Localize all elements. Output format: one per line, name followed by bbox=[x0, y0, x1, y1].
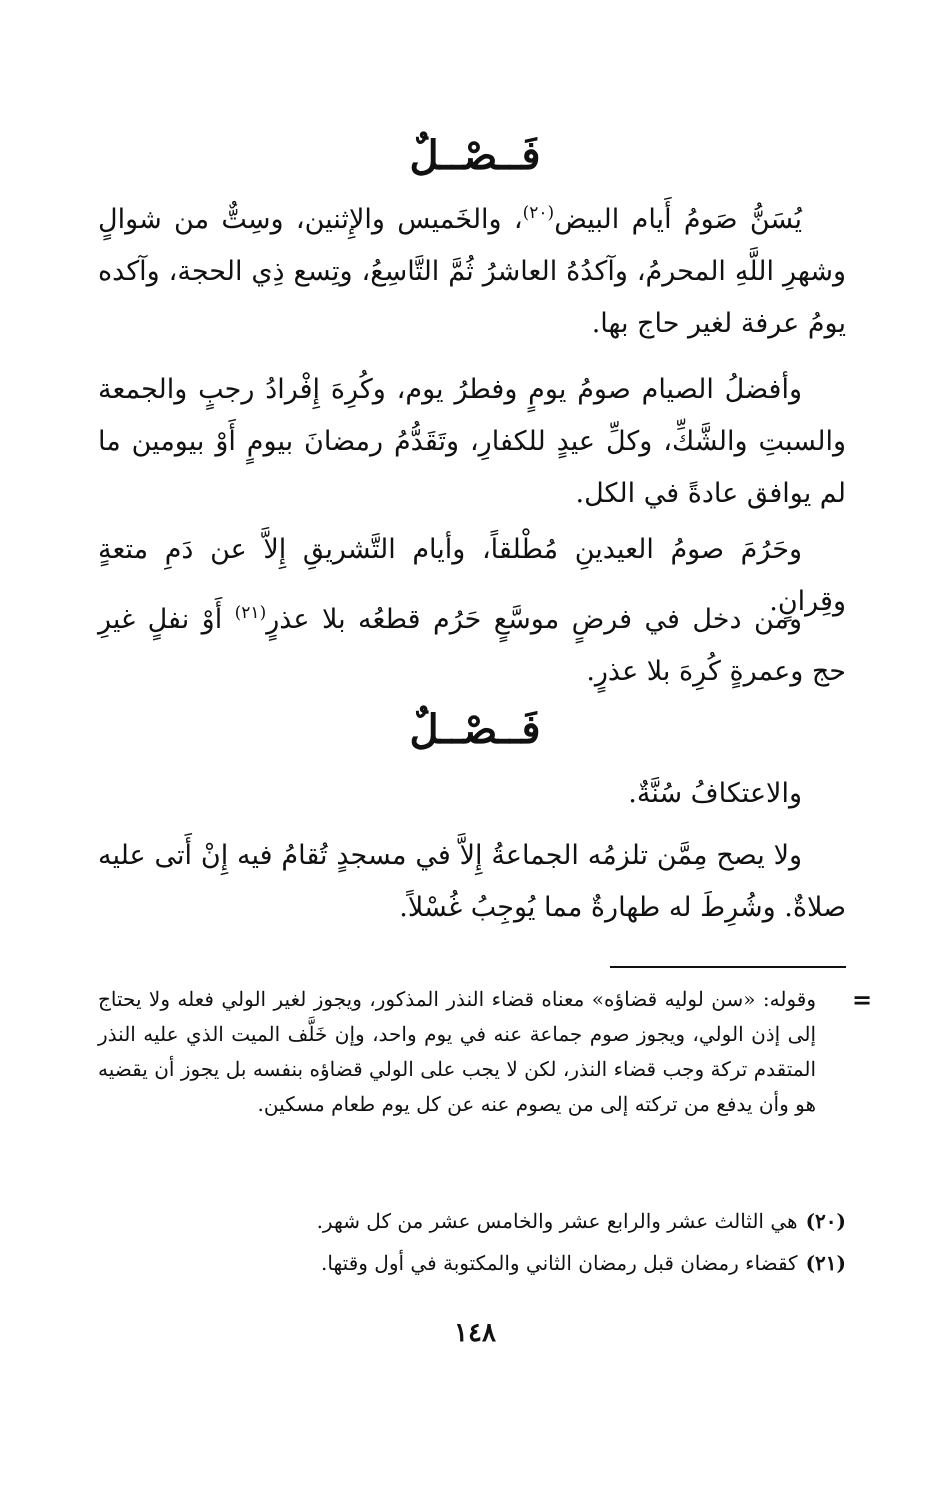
footnote-text: كقضاء رمضان قبل رمضان الثاني والمكتوبة في أول وقتها. bbox=[321, 1251, 798, 1275]
paragraph-text: أَوْ نفلٍ غيرِ حج وعمرةٍ كُرِهَ بلا عذرٍ. bbox=[98, 604, 846, 687]
footnote-divider bbox=[610, 966, 846, 968]
section-heading: فَــصْــلٌ bbox=[409, 132, 541, 179]
footnote-item bbox=[98, 1204, 846, 1239]
paragraph-text: يُسَنُّ صَومُ أَيام البيض bbox=[554, 204, 802, 235]
paragraph-forbidden-fasting: وحَرُمَ صومُ العيدينِ مُطْلقاً، وأيام التَّشريقِ إِلاَّ عن دَمِ متعةٍ وقِرانٍ. bbox=[98, 534, 846, 617]
paragraph-itikaf-conditions: ولا يصح مِمَّن تلزمُه الجماعةُ إِلاَّ في مسجدٍ تُقامُ فيه إِنْ أَتى عليه صلاةٌ. وشُرِطَ له طهارةٌ مما يُوجِبُ غُسْلاً. bbox=[98, 840, 846, 923]
footnote-number: (٢١) bbox=[805, 1251, 846, 1275]
footnote-item bbox=[98, 1246, 846, 1281]
footnote-text: هي الثالث عشر والرابع عشر والخامس عشر من كل شهر. bbox=[316, 1209, 798, 1233]
paragraph-text: ، والخَميس والإِثنين، وسِتٌّ من شوالٍ وشهرِ اللَّهِ المحرمُ، وآكدُهُ العاشرُ ثُمَّ التَّاسِعُ، وتِسع ذِي الحجة، وآكده يومُ عرفة لغير حاج بها. bbox=[98, 204, 846, 339]
page-number: ١٤٨ bbox=[454, 1318, 496, 1348]
section-heading: فَــصْــلٌ bbox=[409, 706, 541, 753]
paragraph-best-fasting: وأفضلُ الصيام صومُ يومٍ وفطرُ يوم، وكُرِهَ إِفْرادُ رجبٍ والجمعة والسبتِ والشَّكِّ، وكلِّ عيدٍ للكفارِ، وتَقَدُّمُ رمضانَ بيومٍ أَوْ بيومين ما لم يوافق عادةً في الكل. bbox=[98, 374, 846, 509]
paragraph-breaking-fast bbox=[98, 594, 846, 698]
paragraph-text: ومن دخل في فرضٍ موسَّعٍ حَرُم قطعُه بلا عذرٍ bbox=[266, 604, 803, 635]
footnote-number: (٢٠) bbox=[805, 1209, 846, 1233]
footnote-continuation-mark: = bbox=[852, 986, 873, 1014]
paragraph-fasting-sunnah bbox=[98, 194, 846, 350]
footnote-reference: (٢٠) bbox=[522, 203, 555, 223]
paragraph-itikaf: والاعتكافُ سُنَّةٌ. bbox=[628, 778, 802, 809]
footnote-reference: (٢١) bbox=[234, 603, 267, 623]
footnote-continuation: وقوله: «سن لوليه قضاؤه» معناه قضاء النذر المذكور، ويجوز لغير الولي فعله ولا يحتاج إلى إذن الولي، ويجوز صوم جماعة عنه في يوم واحد، وإن خَلَّف الميت الذي عليه النذر المتقدم تركة وجب قضاء النذر، لكن لا يجب على الولي قضاؤه بنفسه بل يجوز أن يقضيه هو وأن يدفع من تركته إلى من يصوم عنه عن كل يوم طعام مسكين. bbox=[98, 987, 816, 1116]
